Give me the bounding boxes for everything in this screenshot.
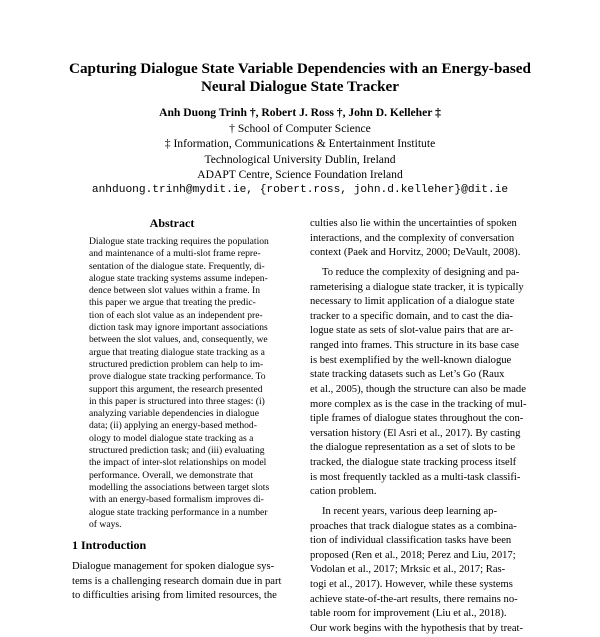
paper-title <box>40 60 560 96</box>
abstract-line: dence between slot values within a frame. In <box>89 285 261 297</box>
abstract-line: the impact of inter-slot relationships on model <box>89 457 267 469</box>
abstract-line: performance. Overall, we demonstrate that <box>89 469 254 481</box>
body-line: Vodolan et al., 2017; Mrksic et al., 2017; Ras- <box>310 564 506 576</box>
body-line: et al., 2005), though the structure can also be made <box>310 383 526 395</box>
intro-line: tems is a challenging research domain due in part <box>72 575 282 587</box>
abstract-line: between the slot values, and, consequently, we <box>89 334 268 346</box>
body-line: logue state as sets of slot-value pairs that are ar- <box>310 325 514 337</box>
body-line: achieve state-of-the-art results, there remains no- <box>310 593 518 605</box>
body-line: rameterising a dialogue state tracker, it is typically <box>310 281 524 293</box>
abstract-line: in this paper is structured into three stages: (i) <box>89 395 265 407</box>
abstract-line: and maintenance of a multi-slot frame repre- <box>89 248 261 260</box>
author-names: Anh Duong Trinh †, Robert J. Ross †, John D. Kelleher ‡ <box>159 106 441 119</box>
affiliation-line: Technological University Dublin, Ireland <box>204 152 396 166</box>
body-line: togi et al., 2017). However, while these systems <box>310 579 513 590</box>
body-line: more complex as is the case in the tracking of mul- <box>310 398 527 410</box>
body-line: In recent years, various deep learning ap- <box>322 505 498 517</box>
body-line: interactions, and the complexity of conversation <box>310 232 515 244</box>
intro-body <box>72 560 292 604</box>
abstract-line: data; (ii) applying an energy-based method- <box>89 420 257 432</box>
abstract-line: alogue state tracking systems assume indepen- <box>89 272 268 284</box>
abstract-line: Dialogue state tracking requires the population <box>89 236 269 247</box>
intro-line: Dialogue management for spoken dialogue sys- <box>72 561 275 572</box>
abstract-line: structured prediction task; and (iii) evaluating <box>89 445 265 457</box>
body-line: table room for improvement (Liu et al., 2018). <box>310 608 507 620</box>
affiliation-line: ADAPT Centre, Science Foundation Ireland <box>197 168 403 182</box>
author-block <box>40 105 560 199</box>
affiliation-line: ‡ Information, Communications & Entertainment Institute <box>164 137 436 151</box>
body-line: ranged into frames. This structure in its base case <box>310 340 519 351</box>
abstract-line: analyzing variable dependencies in dialogue <box>89 408 259 420</box>
body-line: Our work begins with the hypothesis that by treat- <box>310 622 524 634</box>
affiliation-line: † School of Computer Science <box>229 121 371 135</box>
abstract-line: modelling the associations between target slots <box>89 481 270 493</box>
body-line: context (Paek and Horvitz, 2000; DeVault, 2008). <box>310 247 521 259</box>
body-line: proposed (Ren et al., 2018; Perez and Liu, 2017; <box>310 549 516 561</box>
body-line: versation history (El Asri et al., 2017). By casting <box>310 427 521 439</box>
body-line: culties also lie within the uncertainties of spoken <box>310 218 517 229</box>
body-line: the dialogue representation as a set of slots to be <box>310 442 516 454</box>
body-line: cation problem. <box>310 486 377 498</box>
body-line: To reduce the complexity of designing and pa- <box>322 266 520 278</box>
abstract-line: argue that treating dialogue state tracking as a <box>89 346 265 358</box>
intro-line: to difficulties arising from limited resources, the <box>72 590 277 602</box>
abstract-line: tion of each slot value as an independent pre- <box>89 309 263 321</box>
body-line: necessary to limit application of a dialogue state <box>310 296 515 308</box>
right-column <box>310 217 540 637</box>
body-line: is best exemplified by the well-known dialogue <box>310 354 512 366</box>
abstract-line: ology to model dialogue state tracking as a <box>89 432 254 444</box>
body-line: state tracking datasets such as Let’s Go (Raux <box>310 369 505 381</box>
abstract-body <box>89 236 273 531</box>
section-heading: 1 Introduction <box>72 538 147 552</box>
abstract-heading: Abstract <box>149 216 195 230</box>
abstract-line: with an energy-based formalism improves di- <box>89 494 264 506</box>
body-line: proaches that track dialogue states as a combina- <box>310 520 517 532</box>
body-line: tracked, the dialogue state tracking process itself <box>310 457 517 468</box>
abstract-line: of ways. <box>89 518 122 530</box>
body-line: tracker to a specific domain, and to cast the dia- <box>310 310 513 322</box>
body-line: tion of individual classification tasks have been <box>310 535 512 547</box>
abstract-line: alogue state tracking performance in a number <box>89 506 268 518</box>
body-line: is most frequently tackled as a multi-task classifi- <box>310 471 521 483</box>
abstract-line: support this argument, the research presented <box>89 383 263 395</box>
abstract-line: diction task may ignore important associations <box>89 322 268 334</box>
abstract-line: sentation of the dialogue state. Frequently, di- <box>89 260 265 272</box>
abstract-line: this paper we argue that treating the predic- <box>89 297 256 309</box>
title-line: Capturing Dialogue State Variable Dependencies with an Energy-based <box>69 60 531 77</box>
abstract-line: prove dialogue state tracking performance. To <box>89 371 266 383</box>
body-line: tiple frames of dialogue states throughout the con- <box>310 413 524 425</box>
title-line: Neural Dialogue State Tracker <box>200 78 400 95</box>
abstract-line: structured prediction problem can help to im- <box>89 358 264 370</box>
author-emails: anhduong.trinh@mydit.ie, {robert.ross, john.d.kelleher}@dit.ie <box>91 183 509 196</box>
